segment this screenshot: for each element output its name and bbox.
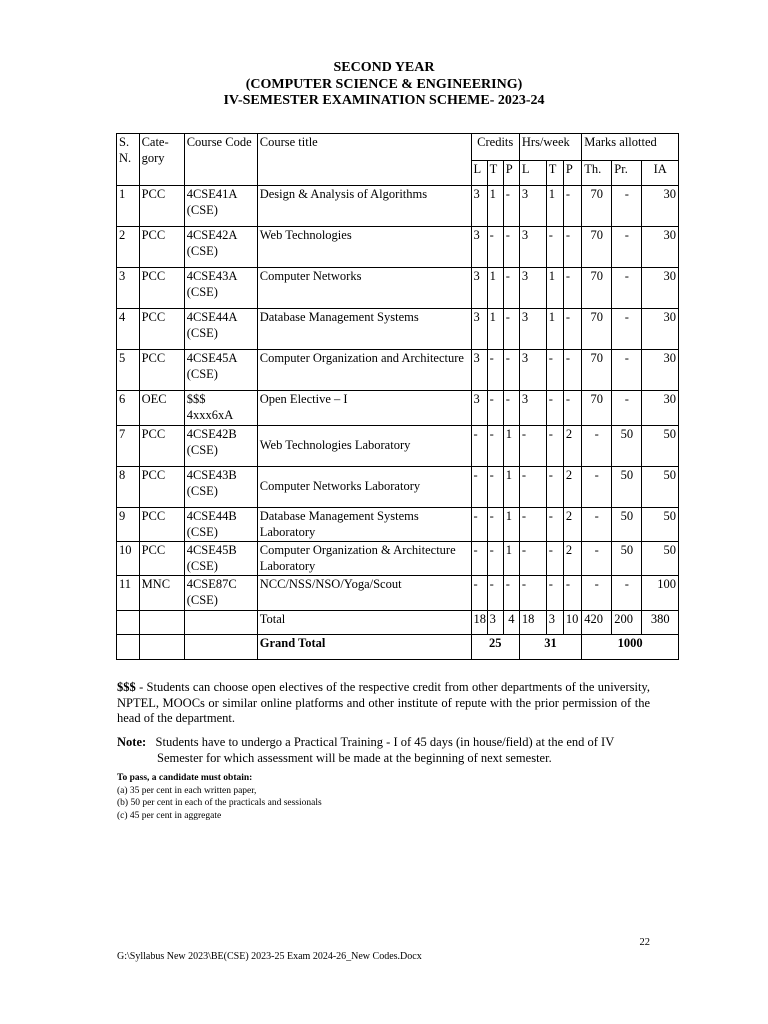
- table-row: [117, 467, 679, 508]
- subheader-hrs-t: T: [546, 161, 563, 186]
- table-cell-hrs-t: -: [546, 350, 563, 391]
- total-practical: 200: [612, 611, 642, 635]
- table-cell-hrs-t: 1: [546, 268, 563, 309]
- table-cell-credits-p: -: [503, 186, 519, 227]
- table-cell-theory: -: [582, 426, 612, 467]
- table-cell-sn: 3: [117, 268, 140, 309]
- table-cell-credits-t: -: [487, 508, 503, 542]
- table-cell-hrs-l: -: [519, 542, 546, 576]
- pass-criteria-item: (b) 50 per cent in each of the practicals and sessionals: [117, 798, 322, 808]
- table-cell-credits-l: -: [471, 508, 487, 542]
- table-cell-course-code: 4CSE44B (CSE): [184, 508, 257, 542]
- total-credits-t: 3: [487, 611, 503, 635]
- table-cell-hrs-t: 1: [546, 186, 563, 227]
- table-cell-theory: -: [582, 576, 612, 611]
- table-cell-credits-p: -: [503, 391, 519, 426]
- table-cell-credits-t: -: [487, 391, 503, 426]
- table-cell-ia: 100: [642, 576, 679, 611]
- table-cell-sn: 9: [117, 508, 140, 542]
- header-course-code: Course Code: [184, 134, 257, 186]
- table-cell-empty: [184, 635, 257, 660]
- table-cell-category: OEC: [139, 391, 184, 426]
- table-cell-category: PCC: [139, 309, 184, 350]
- table-cell-course-title: Computer Organization and Architecture: [257, 350, 471, 391]
- table-cell-ia: 30: [642, 186, 679, 227]
- table-cell-hrs-l: 3: [519, 268, 546, 309]
- table-row: [117, 309, 679, 350]
- table-cell-category: PCC: [139, 227, 184, 268]
- table-cell-empty: [117, 635, 140, 660]
- table-cell-sn: 8: [117, 467, 140, 508]
- table-cell-empty: [184, 611, 257, 635]
- header-marks-allotted: Marks allotted: [582, 134, 679, 161]
- table-cell-category: MNC: [139, 576, 184, 611]
- table-cell-hrs-l: -: [519, 426, 546, 467]
- table-cell-credits-p: 1: [503, 542, 519, 576]
- table-cell-hrs-t: -: [546, 508, 563, 542]
- table-cell-sn: 11: [117, 576, 140, 611]
- table-row: [117, 227, 679, 268]
- table-cell-credits-t: -: [487, 426, 503, 467]
- table-cell-hrs-l: -: [519, 576, 546, 611]
- table-cell-sn: 7: [117, 426, 140, 467]
- table-cell-hrs-l: -: [519, 508, 546, 542]
- dollar-note-text: - Students can choose open electives of the respective credit from other departments of the university, NPTEL, MOOCs or similar online platforms and other institute of repute with the prior permission of the head of the department.: [117, 680, 650, 725]
- subheader-theory: Th.: [582, 161, 612, 186]
- table-cell-credits-l: 3: [471, 186, 487, 227]
- table-row: [117, 186, 679, 227]
- table-row: [117, 508, 679, 542]
- table-cell-hrs-t: -: [546, 227, 563, 268]
- table-cell-sn: 10: [117, 542, 140, 576]
- table-cell-credits-l: 3: [471, 309, 487, 350]
- table-cell-credits-p: 1: [503, 426, 519, 467]
- table-cell-credits-l: -: [471, 467, 487, 508]
- table-cell-hrs-p: 2: [563, 508, 581, 542]
- table-cell-theory: -: [582, 467, 612, 508]
- total-credits-l: 18: [471, 611, 487, 635]
- table-grand-total-row: [117, 635, 679, 660]
- table-cell-course-code: $$$ 4xxx6xA: [184, 391, 257, 426]
- table-cell-credits-p: -: [503, 309, 519, 350]
- table-cell-credits-p: -: [503, 227, 519, 268]
- table-cell-credits-t: 1: [487, 186, 503, 227]
- table-cell-theory: -: [582, 542, 612, 576]
- table-cell-course-code: 4CSE43A (CSE): [184, 268, 257, 309]
- examination-scheme-table: [116, 133, 679, 660]
- table-cell-hrs-t: -: [546, 426, 563, 467]
- table-cell-credits-t: 1: [487, 309, 503, 350]
- table-cell-course-code: 4CSE45A (CSE): [184, 350, 257, 391]
- table-cell-hrs-l: -: [519, 467, 546, 508]
- table-cell-ia: 30: [642, 309, 679, 350]
- pass-criteria-item: (a) 35 per cent in each written paper,: [117, 785, 257, 796]
- table-cell-practical: 50: [612, 508, 642, 542]
- table-cell-credits-p: -: [503, 350, 519, 391]
- table-cell-credits-l: 3: [471, 350, 487, 391]
- table-cell-course-title: Computer Networks: [257, 268, 471, 309]
- table-cell-ia: 50: [642, 426, 679, 467]
- table-cell-empty: [117, 611, 140, 635]
- subheader-credits-t: T: [487, 161, 503, 186]
- table-cell-practical: -: [612, 350, 642, 391]
- table-cell-empty: [139, 635, 184, 660]
- table-cell-sn: 2: [117, 227, 140, 268]
- total-label: Total: [257, 611, 471, 635]
- table-cell-credits-p: 1: [503, 467, 519, 508]
- table-cell-sn: 5: [117, 350, 140, 391]
- table-cell-practical: -: [612, 309, 642, 350]
- table-cell-credits-l: -: [471, 426, 487, 467]
- table-cell-category: PCC: [139, 467, 184, 508]
- subheader-hrs-l: L: [519, 161, 546, 186]
- table-cell-hrs-l: 3: [519, 186, 546, 227]
- page-number: 22: [639, 937, 650, 948]
- table-row: [117, 350, 679, 391]
- table-cell-hrs-p: -: [563, 227, 581, 268]
- table-cell-ia: 30: [642, 350, 679, 391]
- total-ia: 380: [642, 611, 679, 635]
- table-cell-hrs-p: -: [563, 186, 581, 227]
- header-year: SECOND YEAR: [333, 60, 435, 75]
- table-header-row: [117, 134, 679, 161]
- table-cell-credits-p: -: [503, 268, 519, 309]
- table-cell-credits-l: 3: [471, 227, 487, 268]
- table-cell-practical: 50: [612, 426, 642, 467]
- table-cell-category: PCC: [139, 186, 184, 227]
- table-cell-hrs-p: -: [563, 350, 581, 391]
- table-cell-course-title: NCC/NSS/NSO/Yoga/Scout: [257, 576, 471, 611]
- table-cell-ia: 30: [642, 391, 679, 426]
- table-cell-course-title: Web Technologies Laboratory: [257, 426, 471, 467]
- pass-criteria-title: To pass, a candidate must obtain:: [117, 773, 253, 783]
- table-cell-ia: 50: [642, 542, 679, 576]
- subheader-ia: IA: [642, 161, 679, 186]
- note-line-2: Semester for which assessment will be made at the beginning of next semester.: [157, 750, 552, 765]
- table-cell-practical: -: [612, 186, 642, 227]
- table-cell-theory: 70: [582, 350, 612, 391]
- table-cell-sn: 6: [117, 391, 140, 426]
- table-cell-credits-t: -: [487, 467, 503, 508]
- table-row: [117, 426, 679, 467]
- table-cell-theory: 70: [582, 309, 612, 350]
- table-cell-credits-t: 1: [487, 268, 503, 309]
- table-cell-credits-l: 3: [471, 391, 487, 426]
- table-cell-ia: 50: [642, 467, 679, 508]
- table-cell-course-title: Web Technologies: [257, 227, 471, 268]
- header-credits: Credits: [471, 134, 519, 161]
- table-cell-hrs-l: 3: [519, 350, 546, 391]
- table-cell-course-title: Database Management Systems: [257, 309, 471, 350]
- table-cell-credits-t: -: [487, 350, 503, 391]
- table-cell-course-code: 4CSE45B (CSE): [184, 542, 257, 576]
- table-cell-credits-t: -: [487, 576, 503, 611]
- table-cell-credits-t: -: [487, 227, 503, 268]
- total-hrs-l: 18: [519, 611, 546, 635]
- table-cell-theory: 70: [582, 186, 612, 227]
- table-cell-credits-t: -: [487, 542, 503, 576]
- table-cell-category: PCC: [139, 426, 184, 467]
- table-cell-practical: -: [612, 576, 642, 611]
- table-cell-hrs-t: -: [546, 576, 563, 611]
- note-label: Note:: [117, 735, 147, 749]
- subheader-credits-p: P: [503, 161, 519, 186]
- grand-total-credits: 25: [471, 635, 519, 660]
- table-cell-course-title: Computer Organization & Architecture Laboratory: [257, 542, 471, 576]
- total-credits-p: 4: [503, 611, 519, 635]
- header-branch: (COMPUTER SCIENCE & ENGINEERING): [245, 76, 523, 92]
- table-cell-course-title: Open Elective – I: [257, 391, 471, 426]
- table-cell-ia: 30: [642, 268, 679, 309]
- table-cell-theory: -: [582, 508, 612, 542]
- grand-total-hrs: 31: [519, 635, 581, 660]
- total-hrs-t: 3: [546, 611, 563, 635]
- table-cell-practical: -: [612, 268, 642, 309]
- table-cell-practical: 50: [612, 467, 642, 508]
- table-cell-ia: 30: [642, 227, 679, 268]
- table-row: [117, 391, 679, 426]
- table-cell-credits-p: 1: [503, 508, 519, 542]
- grand-total-marks: 1000: [582, 635, 679, 660]
- page-header: [0, 60, 768, 110]
- table-row: [117, 268, 679, 309]
- table-cell-hrs-p: -: [563, 576, 581, 611]
- table-total-row: [117, 611, 679, 635]
- table-cell-course-code: 4CSE43B (CSE): [184, 467, 257, 508]
- table-cell-hrs-p: -: [563, 268, 581, 309]
- dollar-symbol: $$$: [117, 680, 136, 694]
- table-cell-hrs-p: 2: [563, 426, 581, 467]
- table-cell-hrs-p: 2: [563, 542, 581, 576]
- total-hrs-p: 10: [563, 611, 581, 635]
- table-cell-empty: [139, 611, 184, 635]
- note-line-1: Students have to undergo a Practical Training - I of 45 days (in house/field) at the end of IV: [155, 735, 615, 749]
- practical-training-note: [117, 735, 650, 766]
- table-cell-theory: 70: [582, 391, 612, 426]
- table-cell-credits-l: 3: [471, 268, 487, 309]
- grand-total-label: Grand Total: [257, 635, 471, 660]
- table-cell-practical: -: [612, 227, 642, 268]
- table-cell-credits-l: -: [471, 576, 487, 611]
- total-theory: 420: [582, 611, 612, 635]
- table-row: [117, 576, 679, 611]
- header-sn: S. N.: [117, 134, 140, 186]
- table-cell-course-code: 4CSE42B (CSE): [184, 426, 257, 467]
- header-category: Cate- gory: [139, 134, 184, 186]
- table-cell-hrs-l: 3: [519, 391, 546, 426]
- table-cell-hrs-t: 1: [546, 309, 563, 350]
- header-scheme: IV-SEMESTER EXAMINATION SCHEME- 2023-24: [223, 93, 545, 108]
- table-cell-course-code: 4CSE87C (CSE): [184, 576, 257, 611]
- table-cell-category: PCC: [139, 542, 184, 576]
- subheader-hrs-p: P: [563, 161, 581, 186]
- table-cell-theory: 70: [582, 268, 612, 309]
- table-cell-practical: -: [612, 391, 642, 426]
- table-cell-hrs-t: -: [546, 467, 563, 508]
- table-cell-theory: 70: [582, 227, 612, 268]
- table-cell-course-code: 4CSE42A (CSE): [184, 227, 257, 268]
- table-cell-hrs-p: -: [563, 309, 581, 350]
- table-cell-course-code: 4CSE41A (CSE): [184, 186, 257, 227]
- table-cell-hrs-t: -: [546, 542, 563, 576]
- pass-criteria-item: (c) 45 per cent in aggregate: [117, 810, 222, 821]
- table-cell-sn: 4: [117, 309, 140, 350]
- table-cell-credits-l: -: [471, 542, 487, 576]
- table-cell-practical: 50: [612, 542, 642, 576]
- subheader-practical: Pr.: [612, 161, 642, 186]
- header-hrs-week: Hrs/week: [519, 134, 581, 161]
- table-cell-hrs-t: -: [546, 391, 563, 426]
- table-cell-category: PCC: [139, 268, 184, 309]
- table-cell-hrs-p: -: [563, 391, 581, 426]
- table-cell-ia: 50: [642, 508, 679, 542]
- table-cell-hrs-l: 3: [519, 227, 546, 268]
- table-cell-hrs-p: 2: [563, 467, 581, 508]
- table-row: [117, 542, 679, 576]
- open-elective-note: [117, 680, 650, 727]
- footer-file-path: G:\Syllabus New 2023\BE(CSE) 2023-25 Exam 2024-26_New Codes.Docx: [117, 951, 422, 962]
- table-cell-hrs-l: 3: [519, 309, 546, 350]
- table-cell-category: PCC: [139, 508, 184, 542]
- table-cell-course-title: Database Management Systems Laboratory: [257, 508, 471, 542]
- table-cell-sn: 1: [117, 186, 140, 227]
- table-cell-course-title: Design & Analysis of Algorithms: [257, 186, 471, 227]
- subheader-credits-l: L: [471, 161, 487, 186]
- header-course-title: Course title: [257, 134, 471, 186]
- table-cell-credits-p: -: [503, 576, 519, 611]
- pass-criteria: [117, 772, 650, 822]
- table-cell-course-code: 4CSE44A (CSE): [184, 309, 257, 350]
- table-cell-course-title: Computer Networks Laboratory: [257, 467, 471, 508]
- table-cell-category: PCC: [139, 350, 184, 391]
